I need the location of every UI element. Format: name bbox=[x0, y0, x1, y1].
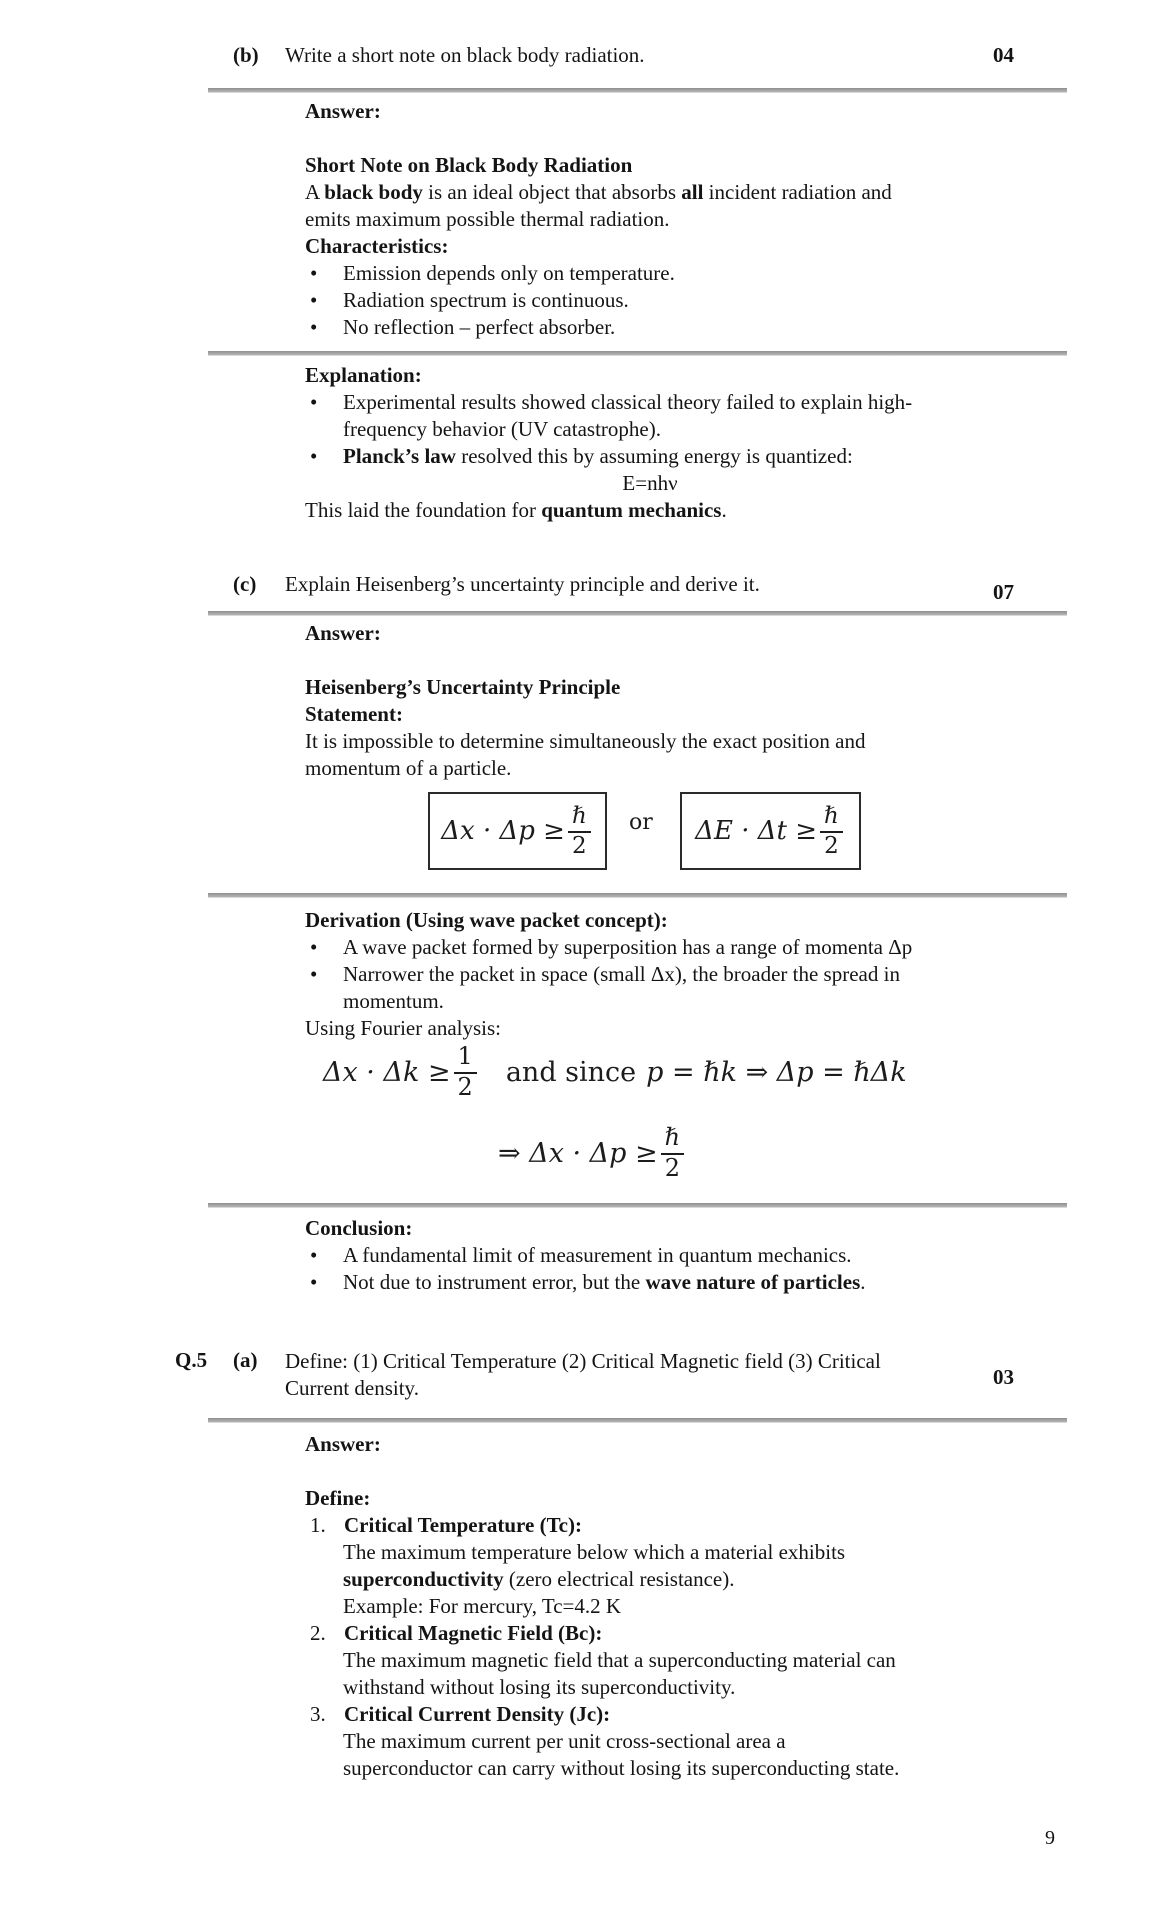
section-divider bbox=[208, 611, 1067, 616]
question-5a-text bbox=[285, 1348, 985, 1402]
fraction-numerator: ℏ bbox=[661, 1124, 684, 1155]
text-segment: Short Note on Black Body Radiation bbox=[305, 153, 633, 177]
text-line bbox=[305, 1242, 995, 1269]
text-line bbox=[305, 674, 995, 701]
fraction-numerator: ℏ bbox=[568, 803, 591, 832]
text-line bbox=[305, 1674, 1015, 1701]
text-line bbox=[305, 728, 995, 755]
text-segment: momentum of a particle. bbox=[305, 756, 512, 780]
bullet-marker: • bbox=[310, 444, 318, 468]
text-segment: . bbox=[721, 498, 727, 522]
answer-block-blackbody bbox=[305, 98, 995, 341]
text-line bbox=[305, 1728, 1015, 1755]
answer-block-derivation bbox=[305, 907, 995, 1042]
text-segment: Planck’s law bbox=[343, 444, 456, 468]
text-segment: Critical Current Density (Jc): bbox=[344, 1702, 611, 1726]
text-segment: (zero electrical resistance). bbox=[503, 1567, 735, 1591]
text-segment: A wave packet formed by superposition has a range of momenta Δp bbox=[343, 935, 913, 959]
text-line bbox=[305, 1620, 1015, 1647]
text-line bbox=[305, 647, 995, 674]
text-line bbox=[305, 206, 995, 233]
text-segment: Not due to instrument error, but the bbox=[343, 1270, 646, 1294]
question-5a-label: (a) bbox=[233, 1348, 258, 1372]
section-divider bbox=[208, 1203, 1067, 1208]
text-line bbox=[285, 1348, 985, 1375]
bullet-marker: • bbox=[310, 962, 318, 986]
text-segment: A fundamental limit of measurement in quantum mechanics. bbox=[343, 1243, 852, 1267]
answer-block-conclusion bbox=[305, 1215, 995, 1296]
text-segment: all bbox=[681, 180, 704, 204]
list-number: 1. bbox=[310, 1513, 326, 1537]
formula-fraction bbox=[820, 803, 843, 859]
question-c-marks: 07 bbox=[993, 580, 1014, 604]
text-line bbox=[285, 1375, 985, 1402]
text-segment: incident radiation and bbox=[703, 180, 892, 204]
text-line bbox=[305, 179, 995, 206]
answer-block-uncertainty bbox=[305, 620, 995, 782]
text-segment: E=nhν bbox=[622, 471, 678, 495]
text-line bbox=[305, 1431, 1015, 1458]
text-segment: The maximum magnetic field that a superconducting material can bbox=[343, 1648, 896, 1672]
text-line bbox=[305, 1015, 995, 1042]
text-segment: quantum mechanics bbox=[541, 498, 722, 522]
text-line bbox=[305, 497, 995, 524]
answer-block-blackbody-explanation bbox=[305, 362, 995, 524]
uncertainty-formula-box-position-momentum bbox=[428, 792, 607, 870]
text-line bbox=[305, 1539, 1015, 1566]
text-line bbox=[305, 701, 995, 728]
text-line bbox=[305, 1701, 1015, 1728]
fraction-denominator: 2 bbox=[457, 1072, 473, 1101]
formula-lhs: ΔE · Δt ≥ bbox=[695, 816, 817, 846]
section-divider bbox=[208, 1418, 1067, 1423]
text-segment: Radiation spectrum is continuous. bbox=[343, 288, 629, 312]
text-segment: Conclusion: bbox=[305, 1216, 413, 1240]
text-segment: superconductivity bbox=[343, 1567, 504, 1591]
text-segment: Heisenberg’s Uncertainty Principle bbox=[305, 675, 621, 699]
text-line bbox=[305, 233, 995, 260]
text-segment: . bbox=[860, 1270, 866, 1294]
text-segment: superconductor can carry without losing its superconducting state. bbox=[343, 1756, 900, 1780]
formula-connector-text: and since bbox=[505, 1056, 637, 1088]
text-segment: No reflection – perfect absorber. bbox=[343, 315, 616, 339]
text-segment: wave nature of particles bbox=[645, 1270, 861, 1294]
text-line bbox=[305, 1269, 995, 1296]
text-line bbox=[305, 988, 995, 1015]
text-line bbox=[305, 1647, 1015, 1674]
text-segment: It is impossible to determine simultaneously the exact position and bbox=[305, 729, 866, 753]
list-number: 3. bbox=[310, 1702, 326, 1726]
text-line bbox=[305, 620, 995, 647]
text-segment: momentum. bbox=[343, 989, 444, 1013]
text-line bbox=[305, 260, 995, 287]
text-line bbox=[305, 1566, 1015, 1593]
bullet-marker: • bbox=[310, 315, 318, 339]
text-segment: withstand without losing its superconductivity. bbox=[343, 1675, 736, 1699]
text-segment: Derivation (Using wave packet concept): bbox=[305, 908, 668, 932]
formula-fraction bbox=[661, 1124, 684, 1182]
text-line bbox=[305, 416, 995, 443]
text-segment: Experimental results showed classical theory failed to explain high- bbox=[343, 390, 913, 414]
bullet-marker: • bbox=[310, 1270, 318, 1294]
question-c-label: (c) bbox=[233, 572, 257, 596]
fraction-denominator: 2 bbox=[824, 832, 839, 859]
text-segment: The maximum temperature below which a material exhibits bbox=[343, 1540, 846, 1564]
text-line bbox=[305, 362, 995, 389]
text-segment: A bbox=[305, 180, 325, 204]
section-divider bbox=[208, 88, 1067, 93]
text-segment: This laid the foundation for bbox=[305, 498, 542, 522]
text-segment: frequency behavior (UV catastrophe). bbox=[343, 417, 661, 441]
text-segment: Answer: bbox=[305, 621, 381, 645]
question-5a-marks: 03 bbox=[993, 1365, 1014, 1389]
text-segment: Current density. bbox=[285, 1376, 419, 1400]
text-segment: Answer: bbox=[305, 99, 381, 123]
text-segment: is an ideal object that absorbs bbox=[422, 180, 682, 204]
text-segment: Critical Magnetic Field (Bc): bbox=[344, 1621, 603, 1645]
question-b-text: Write a short note on black body radiation. bbox=[285, 43, 645, 67]
list-number: 2. bbox=[310, 1621, 326, 1645]
question-b-label: (b) bbox=[233, 43, 259, 67]
fourier-formula-line-1 bbox=[323, 1040, 907, 1104]
bullet-marker: • bbox=[310, 1243, 318, 1267]
formula-fraction bbox=[454, 1043, 477, 1101]
text-line bbox=[305, 1593, 1015, 1620]
text-line bbox=[305, 934, 995, 961]
bullet-marker: • bbox=[310, 261, 318, 285]
bullet-marker: • bbox=[310, 288, 318, 312]
text-segment: Narrower the packet in space (small Δx), the broader the spread in bbox=[343, 962, 900, 986]
text-line bbox=[305, 443, 995, 470]
text-segment: emits maximum possible thermal radiation. bbox=[305, 207, 670, 231]
question-c-text: Explain Heisenberg’s uncertainty principle and derive it. bbox=[285, 572, 760, 596]
formula-lhs: ⇒ Δx · Δp ≥ bbox=[498, 1137, 658, 1169]
text-line bbox=[305, 1512, 1015, 1539]
text-segment: Critical Temperature (Tc): bbox=[344, 1513, 582, 1537]
text-line bbox=[305, 907, 995, 934]
fraction-numerator: 1 bbox=[454, 1043, 477, 1074]
page-number: 9 bbox=[1045, 1827, 1055, 1849]
section-divider bbox=[208, 351, 1067, 356]
uncertainty-formula-box-energy-time bbox=[680, 792, 861, 870]
text-line bbox=[305, 755, 995, 782]
text-segment: Explanation: bbox=[305, 363, 422, 387]
text-line bbox=[305, 1485, 1015, 1512]
text-segment: Statement: bbox=[305, 702, 403, 726]
text-segment: Characteristics: bbox=[305, 234, 449, 258]
question-b-marks: 04 bbox=[993, 43, 1014, 67]
text-line bbox=[305, 1755, 1015, 1782]
text-segment: The maximum current per unit cross-sectional area a bbox=[343, 1729, 786, 1753]
fourier-formula-line-2 bbox=[498, 1120, 687, 1186]
text-segment: Example: For mercury, Tc=4.2 K bbox=[343, 1594, 622, 1618]
answer-block-definitions bbox=[305, 1431, 1015, 1782]
text-segment: Answer: bbox=[305, 1432, 381, 1456]
formula-or-connector: or bbox=[629, 810, 653, 835]
formula-lhs: Δx · Δk ≥ bbox=[323, 1056, 451, 1088]
text-line bbox=[305, 1215, 995, 1242]
text-line bbox=[305, 961, 995, 988]
text-segment: Define: bbox=[305, 1486, 371, 1510]
text-line bbox=[305, 125, 995, 152]
text-line bbox=[305, 314, 995, 341]
fraction-denominator: 2 bbox=[664, 1153, 681, 1182]
text-segment: resolved this by assuming energy is quantized: bbox=[455, 444, 853, 468]
text-line bbox=[305, 152, 995, 179]
text-segment: black body bbox=[324, 180, 423, 204]
fraction-numerator: ℏ bbox=[820, 803, 843, 832]
text-segment: Define: (1) Critical Temperature (2) Critical Magnetic field (3) Critical bbox=[285, 1349, 881, 1373]
text-line bbox=[305, 98, 995, 125]
formula-rhs: p = ℏk ⇒ Δp = ℏΔk bbox=[646, 1056, 907, 1088]
text-line bbox=[305, 287, 995, 314]
fraction-denominator: 2 bbox=[572, 832, 587, 859]
section-divider bbox=[208, 893, 1067, 898]
text-segment: Emission depends only on temperature. bbox=[343, 261, 675, 285]
formula-lhs: Δx · Δp ≥ bbox=[441, 816, 565, 846]
question-5-number: Q.5 bbox=[175, 1348, 208, 1372]
bullet-marker: • bbox=[310, 390, 318, 414]
text-line bbox=[305, 389, 995, 416]
text-segment: Using Fourier analysis: bbox=[305, 1016, 501, 1040]
bullet-marker: • bbox=[310, 935, 318, 959]
text-line bbox=[305, 470, 995, 497]
text-line bbox=[305, 1458, 1015, 1485]
formula-fraction bbox=[568, 803, 591, 859]
